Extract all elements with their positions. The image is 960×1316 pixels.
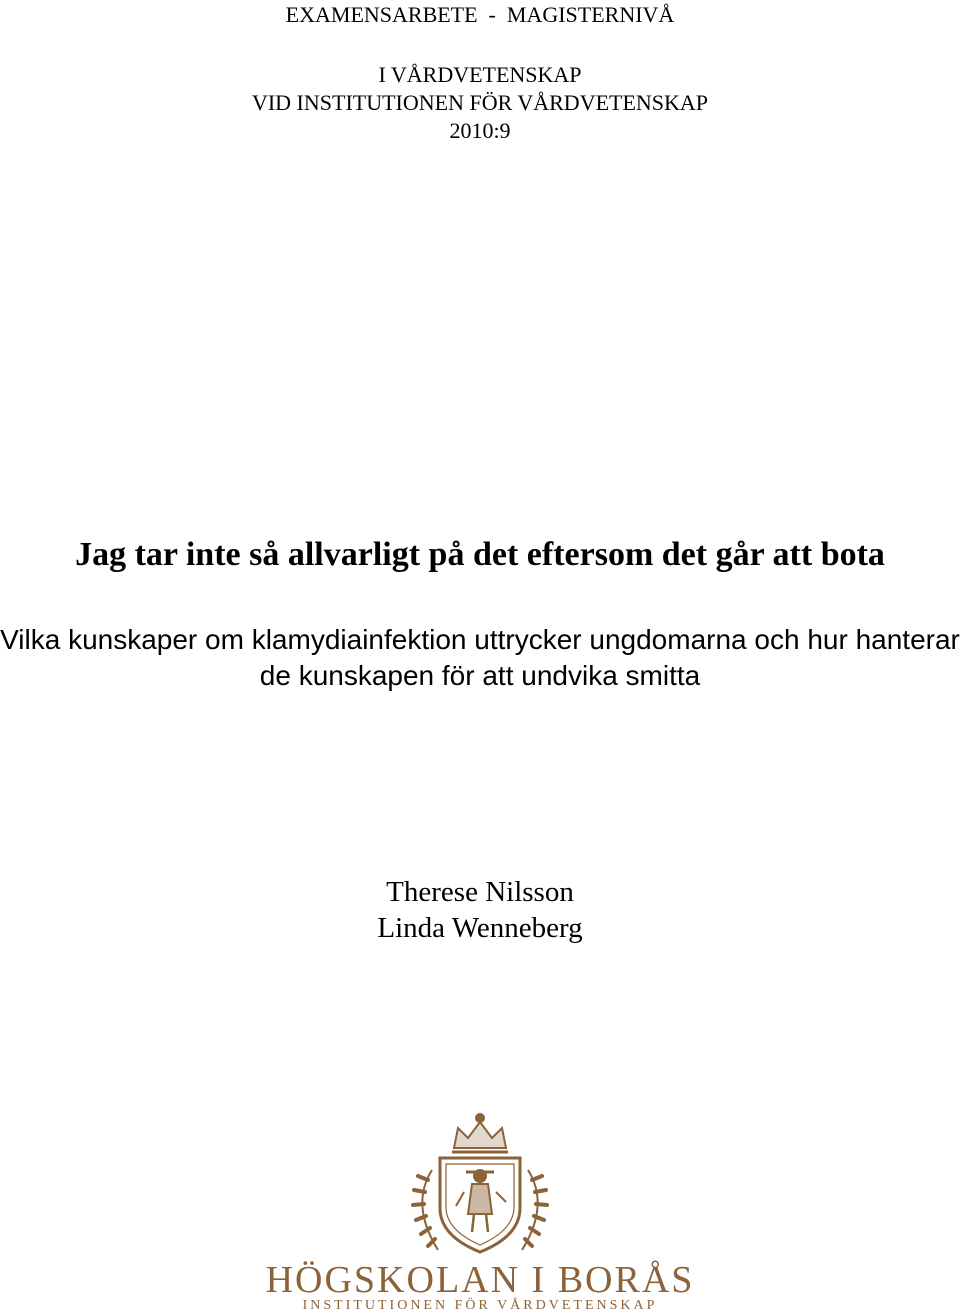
- exam-level: EXAMENSARBETE - MAGISTERNIVÅ: [285, 2, 675, 27]
- subtitle-line-1: Vilka kunskaper om klamydiainfektion uttrycker ungdomarna och hur hanterar: [0, 624, 960, 655]
- author-2: Linda Wenneberg: [377, 912, 583, 944]
- subtitle-line-2: de kunskapen för att undvika smitta: [259, 660, 701, 691]
- author-1: Therese Nilsson: [386, 876, 574, 908]
- university-logo: [260, 1110, 700, 1316]
- subject: I VÅRDVETENSKAP: [378, 62, 582, 87]
- coat-of-arms-icon: [260, 1110, 700, 1260]
- main-title: Jag tar inte så allvarligt på det eftersom det går att bota: [75, 536, 885, 573]
- logo-name: HÖGSKOLAN I BORÅS: [265, 1259, 695, 1301]
- report-number: 2010:9: [449, 118, 511, 143]
- logo-department: INSTITUTIONEN FÖR VÅRDVETENSKAP: [302, 1298, 658, 1313]
- institution: VID INSTITUTIONEN FÖR VÅRDVETENSKAP: [251, 90, 709, 115]
